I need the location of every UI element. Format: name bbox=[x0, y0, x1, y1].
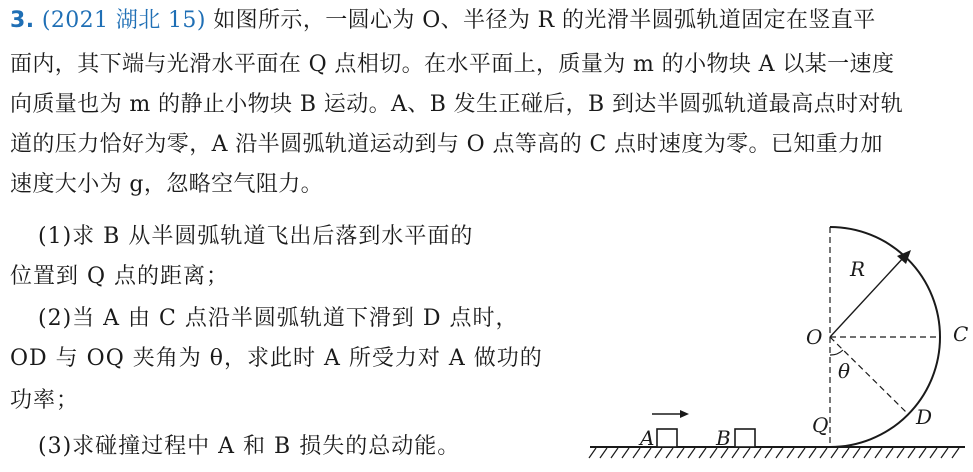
label-q: Q bbox=[812, 413, 829, 437]
velocity-arrow-head bbox=[680, 410, 689, 418]
sub-question-1b: 位置到 Q 点的距离； bbox=[10, 264, 230, 289]
problem-text-2: 面内，其下端与光滑水平面在 Q 点相切。在水平面上，质量为 m 的小物块 A 以某一速度 bbox=[10, 52, 895, 77]
problem-text-3: 向质量也为 m 的静止小物块 B 运动。A、B 发生正碰后，B 到达半圆弧轨道最高点时对轨 bbox=[10, 92, 904, 117]
block-a bbox=[657, 429, 677, 447]
sub-question-2c: 功率； bbox=[10, 388, 80, 413]
radius-line bbox=[830, 257, 904, 337]
theta-arc bbox=[830, 350, 843, 355]
sub-question-2b: OD 与 OQ 夹角为 θ，求此时 A 所受力对 A 做功的 bbox=[10, 346, 543, 371]
problem-text-5: 速度大小为 g，忽略空气阻力。 bbox=[10, 172, 324, 197]
problem-text-4: 道的压力恰好为零，A 沿半圆弧轨道运动到与 O 点等高的 C 点时速度为零。已知重力加 bbox=[10, 132, 883, 157]
label-o: O bbox=[806, 325, 823, 349]
label-r: R bbox=[850, 257, 866, 281]
sub-question-2a: (2)当 A 由 C 点沿半圆弧轨道下滑到 D 点时， bbox=[38, 306, 519, 331]
label-a: A bbox=[640, 426, 655, 450]
label-c: C bbox=[953, 322, 969, 346]
question-source: (2021 湖北 15) bbox=[41, 8, 206, 33]
sub-question-1a: (1)求 B 从半圆弧轨道飞出后落到水平面的 bbox=[38, 224, 474, 249]
label-d: D bbox=[916, 405, 933, 429]
question-number: 3. bbox=[10, 8, 35, 33]
label-b: B bbox=[716, 426, 731, 450]
label-theta: θ bbox=[838, 359, 851, 383]
problem-text-1: 如图所示，一圆心为 O、半径为 R 的光滑半圆弧轨道固定在竖直平 bbox=[213, 8, 876, 33]
sub-question-3: (3)求碰撞过程中 A 和 B 损失的总动能。 bbox=[38, 434, 461, 459]
block-b bbox=[735, 429, 755, 447]
